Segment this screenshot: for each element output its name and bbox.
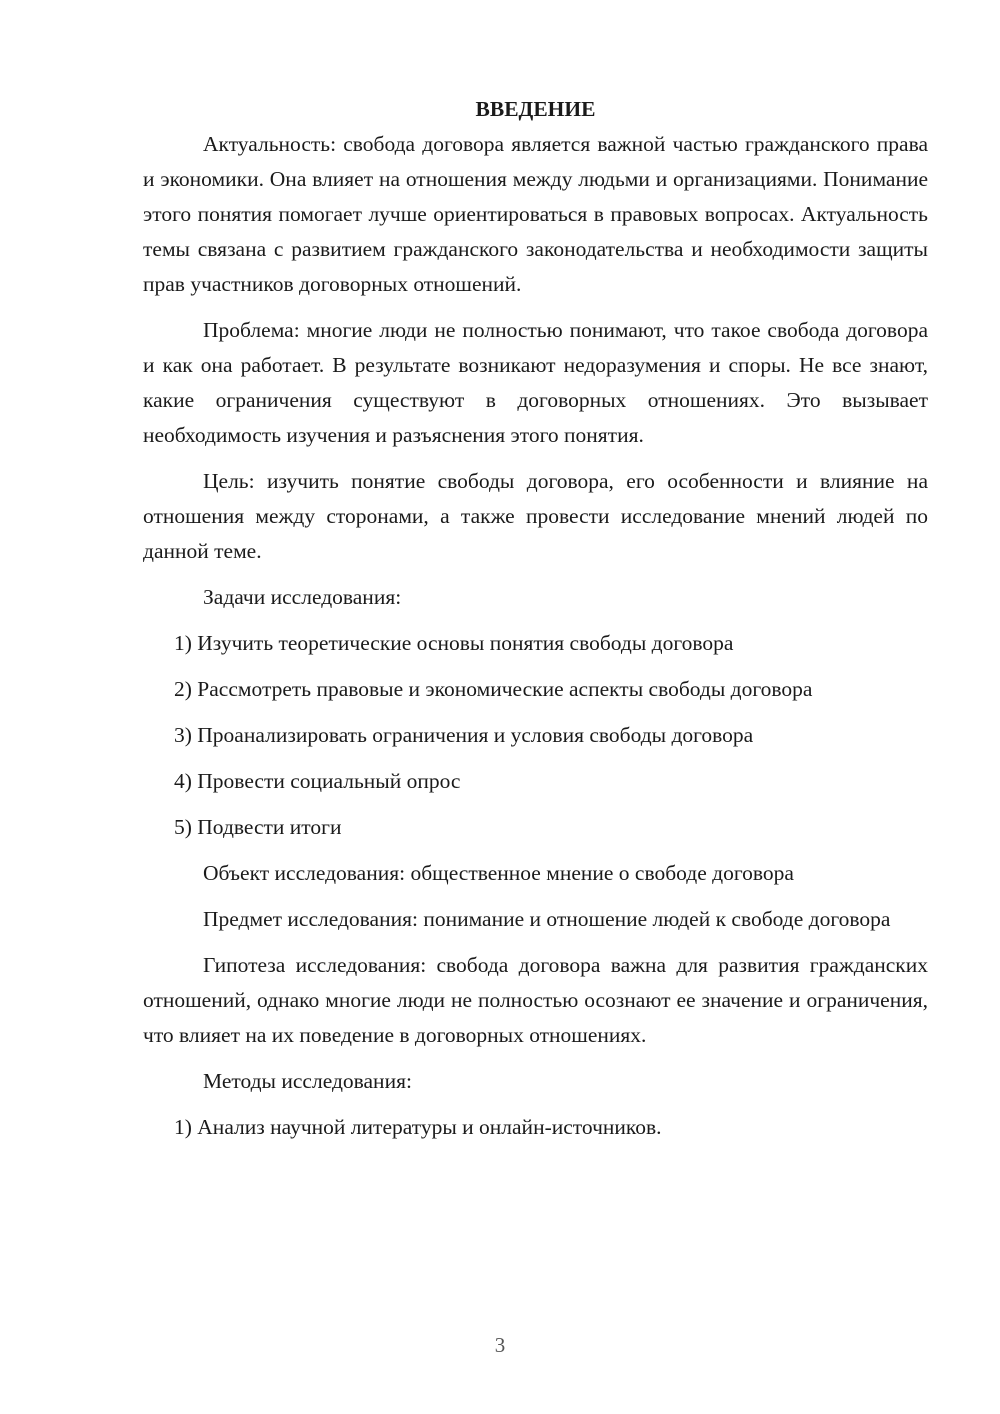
object-paragraph: Объект исследования: общественное мнение о свободе договора bbox=[203, 861, 794, 885]
spacer bbox=[143, 845, 928, 856]
page-number: 3 bbox=[494, 1333, 506, 1357]
spacer bbox=[143, 707, 928, 718]
task-item: 2) Рассмотреть правовые и экономические аспекты свободы договора bbox=[174, 677, 813, 701]
section-heading: ВВЕДЕНИЕ bbox=[475, 97, 596, 121]
problem-paragraph: Проблема: многие люди не полностью понимают, что такое свобода договора и как она работает. В результате возникают недоразумения и споры. Не все знают, какие ограничения существуют в договорных отношениях. Это вызывает необходимость изучения и разъяснения этого понятия. bbox=[143, 318, 928, 447]
spacer bbox=[143, 937, 928, 948]
goal-paragraph: Цель: изучить понятие свободы договора, его особенности и влияние на отношения между сторонами, а также провести исследование мнений людей по данной теме. bbox=[143, 469, 928, 563]
spacer bbox=[143, 302, 928, 313]
task-item: 5) Подвести итоги bbox=[174, 815, 342, 839]
spacer bbox=[143, 569, 928, 580]
spacer bbox=[143, 753, 928, 764]
method-item: 1) Анализ научной литературы и онлайн-источников. bbox=[174, 1115, 662, 1139]
task-item: 4) Провести социальный опрос bbox=[174, 769, 461, 793]
spacer bbox=[143, 661, 928, 672]
task-item: 1) Изучить теоретические основы понятия свободы договора bbox=[174, 631, 734, 655]
relevance-paragraph: Актуальность: свобода договора является важной частью гражданского права и экономики. Она влияет на отношения между людьми и организациями. Понимание этого понятия помогает лучше ориентироваться в правовых вопросах. Актуальность темы связана с развитием гражданского законодательства и необходимости защиты прав участников договорных отношений. bbox=[143, 132, 928, 296]
spacer bbox=[143, 615, 928, 626]
subject-paragraph: Предмет исследования: понимание и отношение людей к свободе договора bbox=[203, 907, 891, 931]
hypothesis-paragraph: Гипотеза исследования: свобода договора важна для развития гражданских отношений, однако многие люди не полностью осознают ее значение и ограничения, что влияет на их поведение в договорных отношениях. bbox=[143, 953, 928, 1047]
spacer bbox=[143, 453, 928, 464]
spacer bbox=[143, 891, 928, 902]
spacer bbox=[143, 1053, 928, 1064]
spacer bbox=[143, 799, 928, 810]
document-page bbox=[143, 92, 928, 1145]
tasks-title: Задачи исследования: bbox=[203, 585, 402, 609]
spacer bbox=[143, 1099, 928, 1110]
task-item: 3) Проанализировать ограничения и условия свободы договора bbox=[174, 723, 754, 747]
methods-title: Методы исследования: bbox=[203, 1069, 412, 1093]
